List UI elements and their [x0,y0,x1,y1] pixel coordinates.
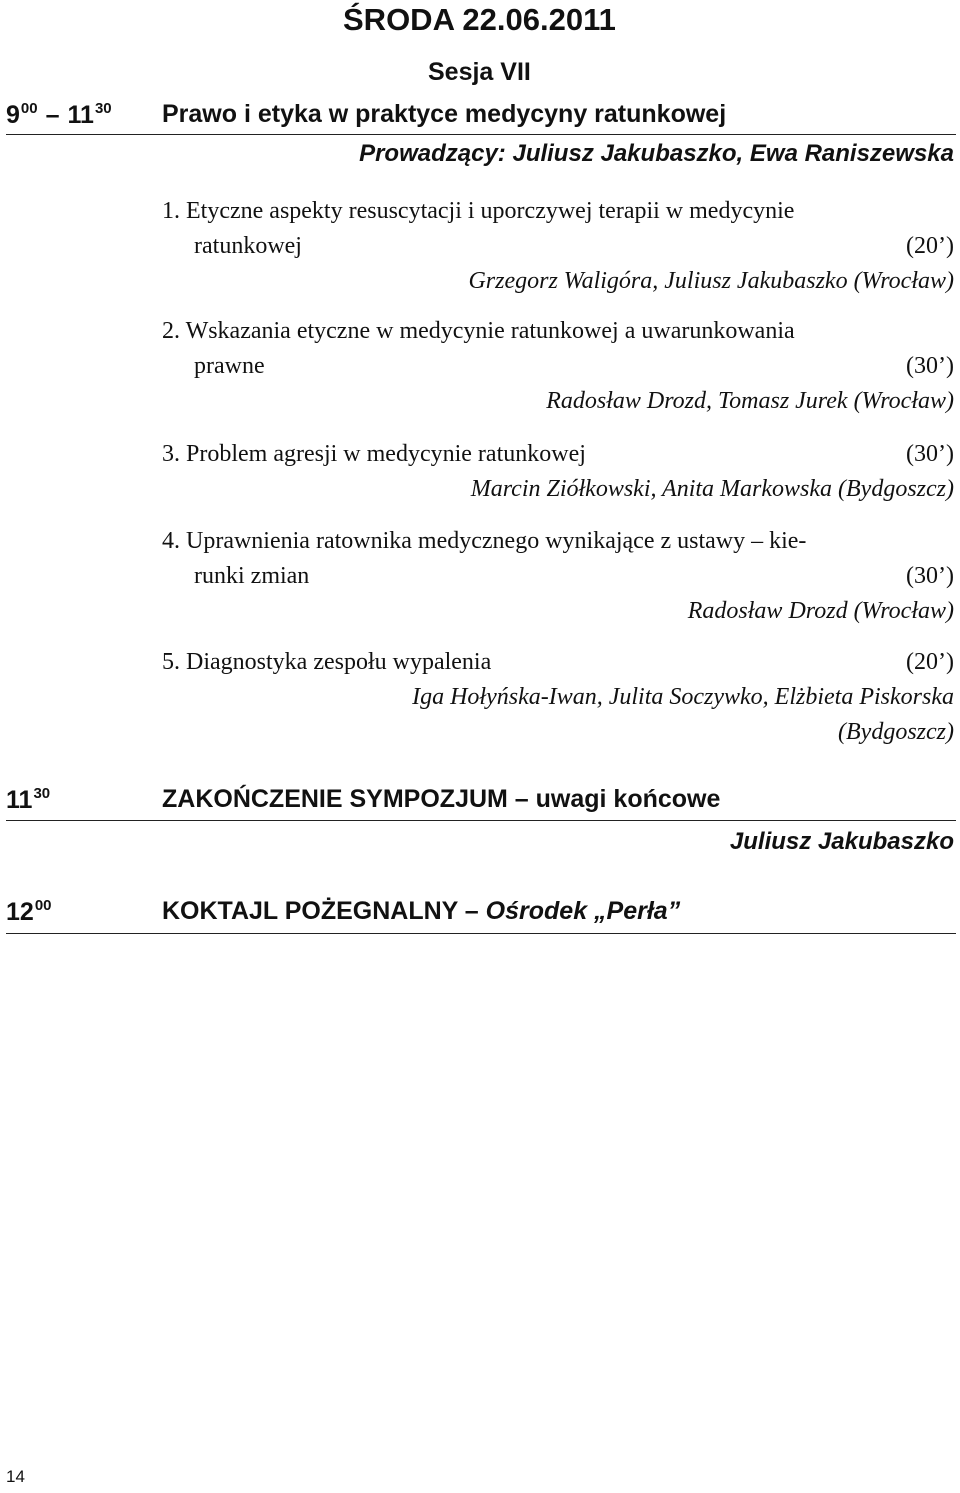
cocktail-time: $12^{00}$ [6,897,52,926]
cocktail-heading: KOKTAJL POŻEGNALNY – Ośrodek „Perła” [162,897,681,925]
divider [6,933,956,934]
divider [6,134,956,135]
talk-authors: Radosław Drozd, Tomasz Jurek (Wrocław) [546,388,954,414]
talk-item: 2. Wskazania etyczne w medycynie ratunkowej a uwarunkowania prawne (30’) Radosław Drozd, Tomasz Jurek (Wrocław) [162,314,954,419]
talk-authors: Grzegorz Waligóra, Juliusz Jakubaszko (Wrocław) [468,268,954,294]
page-number: 14 [6,1467,25,1486]
talk-item: 4. Uprawnienia ratownika medycznego wynikające z ustawy – kie- runki zmian (30’) Radosław Drozd (Wrocław) [162,524,954,629]
closing-speaker: Juliusz Jakubaszko [729,828,954,855]
talk-item: 5. Diagnostyka zespołu wypalenia (20’) Iga Hołyńska-Iwan, Julita Soczywko, Elżbieta Piskorska (Bydgoszcz) [162,645,954,750]
talk-authors: Radosław Drozd (Wrocław) [687,598,954,624]
closing-time: $11^{30}$ [6,785,51,814]
session-heading: Prawo i etyka w praktyce medycyny ratunkowej [162,100,727,128]
talk-item: 3. Problem agresji w medycynie ratunkowej (30’) Marcin Ziółkowski, Anita Markowska (Bydgoszcz) [162,437,954,507]
session-chair: Prowadzący: Juliusz Jakubaszko, Ewa Raniszewska [359,140,954,167]
day-title: ŚRODA 22.06.2011 [343,2,616,37]
talk-authors: Iga Hołyńska-Iwan, Julita Soczywko, Elżbieta Piskorska [412,684,954,710]
divider [6,820,956,821]
closing-heading: ZAKOŃCZENIE SYMPOZJUM – uwagi końcowe [162,785,721,813]
session-title: Sesja VII [428,58,531,86]
cocktail-venue: Ośrodek „Perła” [485,897,681,925]
talk-authors: Marcin Ziółkowski, Anita Markowska (Bydgoszcz) [470,476,954,502]
session-time: $9^{00} - 11^{30}$ [6,100,112,129]
talk-item: 1. Etyczne aspekty resuscytacji i uporczywej terapii w medycynie ratunkowej (20’) Grzegorz Waligóra, Juliusz Jakubaszko (Wrocław) [162,194,954,299]
talk-authors-city: (Bydgoszcz) [838,719,954,745]
